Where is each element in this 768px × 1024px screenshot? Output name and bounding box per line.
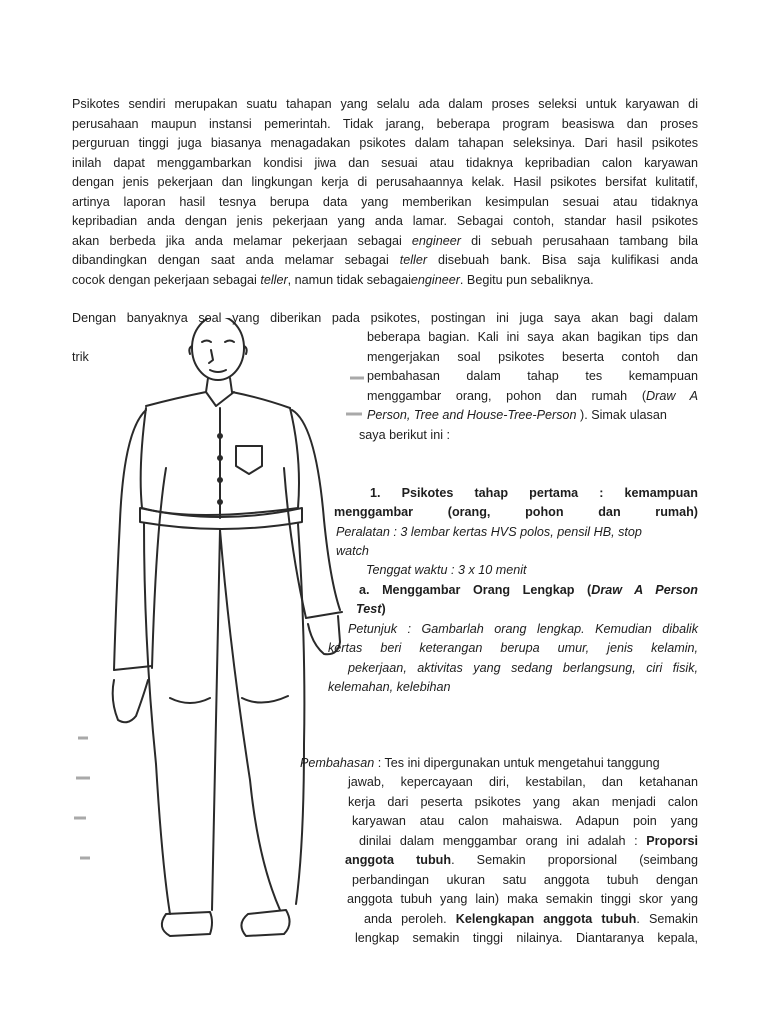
figure-left-foot xyxy=(162,912,212,936)
figure-right-foot xyxy=(241,910,289,936)
p1-line-4: inilah dapat menggambarkan kondisi jiwa dan sesuai atau tidaknya kepribadian calon karyawan xyxy=(72,156,698,170)
p1-line-5: dengan jenis pekerjaan dan lingkungan kerja di perusahaannya kelak. Hasil psikotes bersifat kulitatif, xyxy=(72,175,698,189)
instructions-line-4: kelemahan, kelebihan xyxy=(328,680,451,694)
section-1-time: Tenggat waktu : 3 x 10 menit xyxy=(366,563,527,577)
p1-line-10: cocok dengan pekerjaan sebagai teller, namun tidak sebagaiengineer. Begitu pun sebaliknya. xyxy=(72,273,594,287)
instructions-line-1: Petunjuk : Gambarlah orang lengkap. Kemudian dibalik xyxy=(348,622,698,636)
figure-eyebrows xyxy=(202,341,234,343)
discussion-line-9: anda peroleh. Kelengkapan anggota tubuh. Semakin xyxy=(364,912,698,926)
p1-line-3: perguruan tinggi juga biasanya menagadakan psikotes dalam tahapan seleksinya. Dari hasil psikotes xyxy=(72,136,698,150)
discussion-line-2: jawab, kepercayaan diri, kestabilan, dan ketahanan xyxy=(348,775,698,789)
p1-line-9: dibandingkan dengan saat anda melamar sebagai teller disebuah bank. Bisa saja kulifikasi anda xyxy=(72,253,698,267)
figure-left-arm xyxy=(114,410,166,670)
subsection-a-title-line-2: Test) xyxy=(356,602,386,616)
section-1-heading-line-2: menggambar (orang, pohon dan rumah) xyxy=(334,505,698,519)
p1-line-7: kepribadian anda dengan jenis pekerjaan yang anda lamar. Sebagai contoh, standar hasil psikotes xyxy=(72,214,698,228)
discussion-line-4: karyawan atau calon mahaiswa. Adapun poin yang xyxy=(352,814,698,828)
p2-trik: trik xyxy=(72,350,89,364)
p1-line-1: Psikotes sendiri merupakan suatu tahapan yang selalu ada dalam proses seleksi untuk karyawan di xyxy=(72,97,698,111)
person-drawing-figure xyxy=(70,318,370,958)
p2-line-4: pembahasan dalam tahap tes kemampuan xyxy=(367,369,698,383)
discussion-line-7: perbandingan ukuran satu anggota tubuh dengan xyxy=(352,873,698,887)
p2-line-6: Person, Tree and House-Tree-Person ). Simak ulasan xyxy=(367,408,667,422)
section-1-tools-line-2: watch xyxy=(336,544,369,558)
p1-line-8: akan berbeda jika anda melamar pekerjaan sebagai engineer di sebuah perusahaan tambang bila xyxy=(72,234,698,248)
p2-line-5: menggambar orang, pohon dan rumah (Draw A xyxy=(367,389,698,403)
p2-line-2: beberapa bagian. Kali ini saya akan bagikan tips dan xyxy=(367,330,698,344)
subsection-a-title-line-1: a. Menggambar Orang Lengkap (Draw A Person xyxy=(359,583,699,597)
figure-collar xyxy=(146,392,290,408)
p1-line-2: perusahaan maupun instansi pemerintah. Tidak jarang, beberapa program beasiswa dan proses xyxy=(72,117,698,131)
section-1-heading-line-1: 1. Psikotes tahap pertama : kemampuan xyxy=(370,486,698,500)
p2-line-3: mengerjakan soal psikotes beserta contoh dan xyxy=(367,350,698,364)
discussion-line-6: anggota tubuh. Semakin proporsional (seimbang xyxy=(345,853,699,867)
discussion-line-5: dinilai dalam menggambar orang ini adalah : Proporsi xyxy=(359,834,698,848)
section-1-tools-line-1: Peralatan : 3 lembar kertas HVS polos, pensil HB, stop xyxy=(336,525,642,539)
instructions-line-2: kertas beri keterangan berupa umur, jenis kelamin, xyxy=(328,641,698,655)
p2-line-1: Dengan banyaknya soal yang diberikan pada psikotes, postingan ini juga saya akan bagi dalam xyxy=(72,311,698,325)
instructions-line-3: pekerjaan, aktivitas yang sedang berlangsung, ciri fisik, xyxy=(348,661,698,675)
figure-pocket xyxy=(236,446,262,474)
p2-line-7: saya berikut ini : xyxy=(359,428,450,442)
discussion-line-10: lengkap semakin tinggi nilainya. Diantaranya kepala, xyxy=(355,931,698,945)
figure-legs xyxy=(144,524,304,914)
discussion-line-8: anggota tubuh yang lain) maka semakin tinggi skor yang xyxy=(347,892,698,906)
figure-right-arm xyxy=(284,410,340,618)
discussion-line-3: kerja dari peserta psikotes yang akan menjadi calon xyxy=(348,795,698,809)
discussion-line-1: Pembahasan : Tes ini dipergunakan untuk mengetahui tanggung xyxy=(300,756,660,770)
figure-left-hand xyxy=(113,666,152,722)
figure-face xyxy=(209,350,226,372)
p1-line-6: artinya laporan hasil tesnya berupa data yang memberikan kesimpulan sesuai atau tidaknya xyxy=(72,195,698,209)
